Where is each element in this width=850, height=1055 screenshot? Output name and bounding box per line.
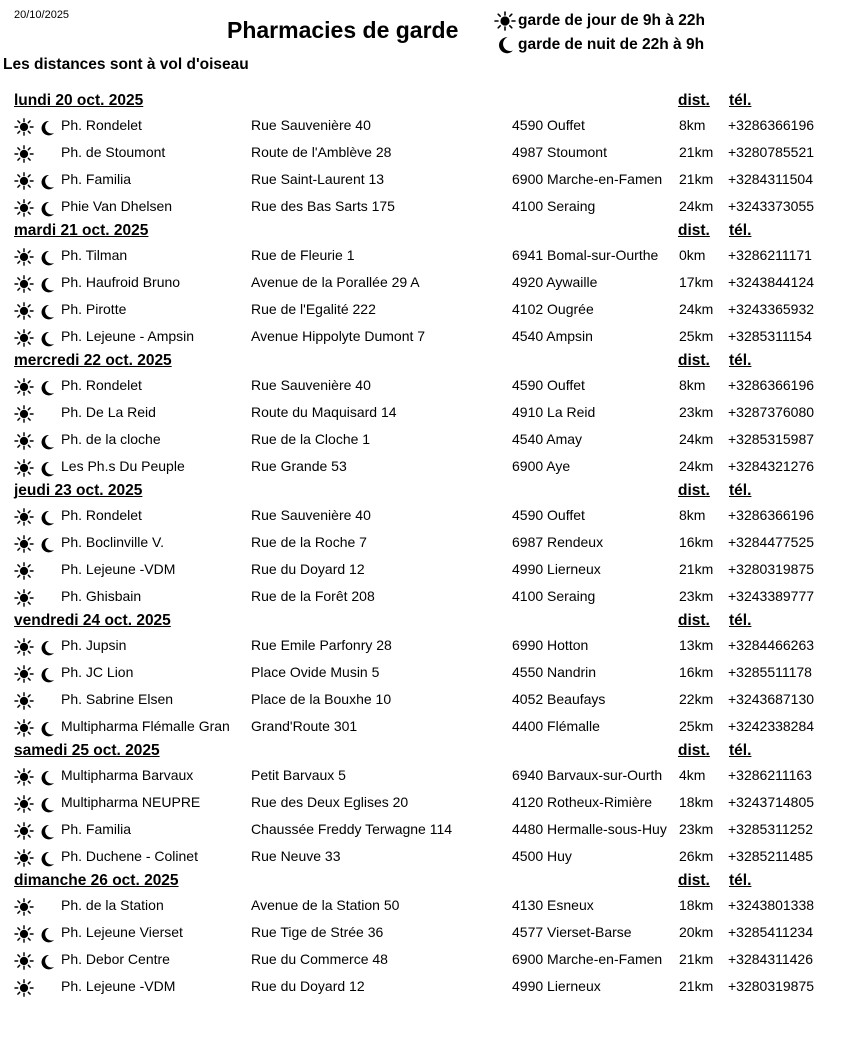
legend <box>494 9 705 57</box>
pharmacy-row <box>0 632 850 659</box>
column-header-dist: dist. <box>678 92 710 109</box>
pharmacy-distance: 24km <box>679 198 714 215</box>
pharmacy-row <box>0 296 850 323</box>
pharmacy-address: Petit Barvaux 5 <box>251 767 346 784</box>
pharmacy-phone: +3286211171 <box>728 247 812 264</box>
day-section <box>0 480 850 610</box>
day-section <box>0 870 850 1000</box>
sun-icon <box>14 378 34 396</box>
pharmacy-city: 4540 Ampsin <box>512 328 593 345</box>
pharmacy-city: 4990 Lierneux <box>512 561 601 578</box>
moon-icon <box>37 639 55 657</box>
pharmacy-row <box>0 583 850 610</box>
moon-icon <box>37 303 55 321</box>
pharmacy-phone: +3243365932 <box>728 301 815 318</box>
sun-icon <box>14 589 34 607</box>
pharmacy-name: Phie Van Dhelsen <box>61 198 173 215</box>
column-header-dist: dist. <box>678 221 710 239</box>
pharmacy-phone: +3243801338 <box>728 897 815 914</box>
pharmacy-row <box>0 453 850 480</box>
pharmacy-address: Rue Sauvenière 40 <box>251 507 371 524</box>
sun-icon <box>14 665 34 683</box>
pharmacy-phone: +3285311252 <box>728 820 813 837</box>
pharmacy-schedule <box>0 90 850 1000</box>
pharmacy-address: Rue Sauvenière 40 <box>251 117 371 134</box>
sun-icon <box>14 508 34 526</box>
pharmacy-phone: +3280319875 <box>728 561 815 578</box>
column-header-tel: tél. <box>729 481 752 499</box>
pharmacy-phone: +3286366196 <box>728 117 815 134</box>
column-header-dist: dist. <box>678 351 710 369</box>
column-header-dist: dist. <box>678 741 710 759</box>
pharmacy-name: Ph. Boclinville V. <box>61 534 164 551</box>
pharmacy-distance: 8km <box>679 377 706 394</box>
moon-icon <box>37 850 55 868</box>
pharmacy-city: 6900 Marche-en-Famen <box>512 171 663 188</box>
pharmacy-phone: +3242338284 <box>728 717 815 734</box>
pharmacy-row <box>0 399 850 426</box>
pharmacy-name: Ph. Familia <box>61 171 132 188</box>
pharmacy-name: Ph. Rondelet <box>61 377 142 394</box>
pharmacy-city: 4480 Hermalle-sous-Huy <box>512 820 667 837</box>
pharmacy-address: Grand'Route 301 <box>251 717 358 734</box>
pharmacy-name: Multipharma Barvaux <box>61 767 194 784</box>
pharmacy-city: 4400 Flémalle <box>512 717 600 734</box>
pharmacy-phone: +3286366196 <box>728 507 815 524</box>
day-title: lundi 20 oct. 2025 <box>14 92 144 109</box>
pharmacy-distance: 21km <box>679 950 714 967</box>
moon-icon <box>37 460 55 478</box>
pharmacy-phone: +3285411234 <box>728 924 813 940</box>
column-header-tel: tél. <box>729 351 752 369</box>
day-section <box>0 220 850 350</box>
sun-icon <box>14 925 34 943</box>
pharmacy-row <box>0 269 850 296</box>
pharmacy-name: Ph. Tilman <box>61 247 128 264</box>
pharmacy-distance: 24km <box>679 457 714 474</box>
day-section <box>0 610 850 740</box>
pharmacy-phone: +3285211485 <box>728 847 813 864</box>
day-header <box>0 480 850 502</box>
pharmacy-name: Ph. De La Reid <box>61 404 156 421</box>
moon-icon <box>37 276 55 294</box>
pharmacy-row <box>0 166 850 193</box>
pharmacy-address: Rue de l'Egalité 222 <box>251 301 376 318</box>
pharmacy-row <box>0 426 850 453</box>
column-header-dist: dist. <box>678 481 710 499</box>
pharmacy-phone: +3243844124 <box>728 274 815 291</box>
pharmacy-row <box>0 323 850 350</box>
column-header-tel: tél. <box>729 611 752 629</box>
legend-night-label: garde de nuit de 22h à 9h <box>518 36 705 53</box>
moon-icon <box>37 796 55 814</box>
pharmacy-address: Rue du Doyard 12 <box>251 561 365 578</box>
pharmacy-distance: 21km <box>679 171 714 188</box>
day-header <box>0 220 850 242</box>
day-header <box>0 870 850 892</box>
pharmacy-row <box>0 892 850 919</box>
pharmacy-city: 4120 Rotheux-Rimière <box>512 794 653 811</box>
sun-icon <box>14 405 34 423</box>
pharmacy-city: 4590 Ouffet <box>512 117 585 134</box>
pharmacy-distance: 24km <box>679 301 714 318</box>
pharmacy-address: Rue Grande 53 <box>251 457 347 474</box>
pharmacy-name: Ph. Duchene - Colinet <box>61 847 198 864</box>
pharmacy-distance: 25km <box>679 717 714 734</box>
moon-icon <box>37 330 55 348</box>
moon-icon <box>37 720 55 738</box>
pharmacy-city: 4987 Stoumont <box>512 144 607 161</box>
pharmacy-distance: 0km <box>679 247 706 264</box>
pharmacy-city: 4990 Lierneux <box>512 977 601 994</box>
pharmacy-city: 4130 Esneux <box>512 897 594 914</box>
sun-icon <box>14 199 34 217</box>
pharmacy-distance: 23km <box>679 587 714 604</box>
pharmacy-distance: 8km <box>679 507 706 524</box>
sun-icon <box>14 719 34 737</box>
pharmacy-name: Ph. Ghisbain <box>61 587 142 604</box>
pharmacy-address: Rue Tige de Strée 36 <box>251 924 384 940</box>
sun-icon <box>14 302 34 320</box>
pharmacy-address: Rue Neuve 33 <box>251 847 341 864</box>
pharmacy-distance: 18km <box>679 794 714 811</box>
pharmacy-distance: 24km <box>679 431 714 448</box>
sun-icon <box>14 979 34 997</box>
pharmacy-city: 6990 Hotton <box>512 637 589 654</box>
pharmacy-city: 4910 La Reid <box>512 404 596 421</box>
pharmacy-distance: 21km <box>679 977 714 994</box>
moon-icon <box>37 536 55 554</box>
moon-icon <box>37 119 55 137</box>
pharmacy-city: 4500 Huy <box>512 847 572 864</box>
pharmacy-name: Ph. Lejeune - Ampsin <box>61 328 195 345</box>
pharmacy-name: Ph. Sabrine Elsen <box>61 690 174 707</box>
sun-icon <box>14 952 34 970</box>
pharmacy-row <box>0 686 850 713</box>
pharmacy-city: 4100 Seraing <box>512 587 596 604</box>
sun-icon <box>14 822 34 840</box>
day-header <box>0 90 850 112</box>
pharmacy-row <box>0 502 850 529</box>
column-header-tel: tél. <box>729 871 752 889</box>
day-section <box>0 740 850 870</box>
pharmacy-phone: +3285511178 <box>728 664 812 681</box>
pharmacy-address: Avenue de la Station 50 <box>251 897 400 914</box>
pharmacy-address: Rue Sauvenière 40 <box>251 377 371 394</box>
pharmacy-distance: 20km <box>679 924 714 940</box>
pharmacy-distance: 17km <box>679 274 714 291</box>
pharmacy-distance: 16km <box>679 664 714 681</box>
day-section <box>0 350 850 480</box>
pharmacy-address: Rue Saint-Laurent 13 <box>251 171 385 188</box>
pharmacy-phone: +3284477525 <box>728 534 815 551</box>
sun-icon <box>14 795 34 813</box>
sun-icon <box>14 768 34 786</box>
pharmacy-name: Ph. de la Station <box>61 897 164 914</box>
sun-icon <box>14 172 34 190</box>
pharmacy-name: Ph. Rondelet <box>61 507 142 524</box>
sun-icon <box>14 432 34 450</box>
pharmacy-phone: +3285315987 <box>728 431 815 448</box>
pharmacy-name: Ph. JC Lion <box>61 664 134 681</box>
moon-icon <box>37 953 55 971</box>
pharmacy-row <box>0 946 850 973</box>
pharmacy-city: 4590 Ouffet <box>512 377 585 394</box>
pharmacy-row <box>0 529 850 556</box>
pharmacy-name: Ph. Jupsin <box>61 637 127 654</box>
pharmacy-address: Rue du Commerce 48 <box>251 950 388 967</box>
pharmacy-city: 4577 Vierset-Barse <box>512 924 632 940</box>
pharmacy-city: 6900 Marche-en-Famen <box>512 950 663 967</box>
column-header-dist: dist. <box>678 611 710 629</box>
legend-day-label: garde de jour de 9h à 22h <box>518 12 705 29</box>
moon-icon <box>37 433 55 451</box>
pharmacy-row <box>0 919 850 946</box>
pharmacy-name: Ph. de Stoumont <box>61 144 166 161</box>
sun-icon <box>14 638 34 656</box>
pharmacy-distance: 21km <box>679 144 714 161</box>
day-header <box>0 610 850 632</box>
pharmacy-phone: +3286366196 <box>728 377 815 394</box>
day-header <box>0 740 850 762</box>
pharmacy-row <box>0 789 850 816</box>
pharmacy-row <box>0 372 850 399</box>
pharmacy-name: Ph. Debor Centre <box>61 950 170 967</box>
pharmacy-address: Rue des Deux Eglises 20 <box>251 794 409 811</box>
pharmacy-distance: 23km <box>679 820 714 837</box>
pharmacy-address: Route de l'Amblève 28 <box>251 144 392 161</box>
pharmacy-name: Les Ph.s Du Peuple <box>61 457 185 474</box>
pharmacy-row <box>0 762 850 789</box>
sun-icon <box>14 145 34 163</box>
pharmacy-phone: +3280785521 <box>728 144 815 161</box>
pharmacy-address: Place Ovide Musin 5 <box>251 664 380 681</box>
sun-icon <box>14 562 34 580</box>
legend-day <box>494 9 705 33</box>
sun-icon <box>14 459 34 477</box>
page-title: Pharmacies de garde <box>227 17 459 43</box>
pharmacy-city: 4920 Aywaille <box>512 274 598 291</box>
pharmacy-address: Chaussée Freddy Terwagne 114 <box>251 820 453 837</box>
day-title: mercredi 22 oct. 2025 <box>14 351 172 369</box>
sun-icon <box>14 849 34 867</box>
pharmacy-name: Ph. Lejeune Vierset <box>61 924 183 940</box>
sun-icon <box>14 118 34 136</box>
moon-icon <box>494 35 518 55</box>
pharmacy-address: Rue de Fleurie 1 <box>251 247 355 264</box>
pharmacy-row <box>0 242 850 269</box>
pharmacy-distance: 18km <box>679 897 714 914</box>
pharmacy-city: 4100 Seraing <box>512 198 596 215</box>
sun-icon <box>14 535 34 553</box>
pharmacy-distance: 16km <box>679 534 714 551</box>
pharmacy-phone: +3285311154 <box>728 328 812 345</box>
pharmacy-address: Avenue de la Porallée 29 A <box>251 274 420 291</box>
pharmacy-name: Ph. Pirotte <box>61 301 127 318</box>
pharmacy-address: Avenue Hippolyte Dumont 7 <box>251 328 426 345</box>
sun-icon <box>494 11 518 31</box>
moon-icon <box>37 666 55 684</box>
day-title: jeudi 23 oct. 2025 <box>14 481 143 499</box>
pharmacy-city: 4590 Ouffet <box>512 507 585 524</box>
pharmacy-phone: +3287376080 <box>728 404 815 421</box>
pharmacy-row <box>0 713 850 740</box>
pharmacy-row <box>0 843 850 870</box>
pharmacy-name: Ph. Lejeune -VDM <box>61 561 176 578</box>
pharmacy-row <box>0 139 850 166</box>
pharmacy-city: 4052 Beaufays <box>512 690 606 707</box>
pharmacy-phone: +3243373055 <box>728 198 815 215</box>
pharmacy-row <box>0 193 850 220</box>
pharmacy-city: 6900 Aye <box>512 457 571 474</box>
column-header-tel: tél. <box>729 741 752 759</box>
sun-icon <box>14 692 34 710</box>
moon-icon <box>37 823 55 841</box>
pharmacy-name: Ph. Familia <box>61 820 132 837</box>
pharmacy-address: Rue de la Roche 7 <box>251 534 367 551</box>
pharmacy-phone: +3286211163 <box>728 767 812 784</box>
pharmacy-city: 4550 Nandrin <box>512 664 597 681</box>
moon-icon <box>37 249 55 267</box>
pharmacy-city: 4540 Amay <box>512 431 583 448</box>
day-title: dimanche 26 oct. 2025 <box>14 871 179 889</box>
pharmacy-phone: +3284466263 <box>728 637 815 654</box>
column-header-tel: tél. <box>729 221 752 239</box>
sun-icon <box>14 275 34 293</box>
column-header-dist: dist. <box>678 871 710 889</box>
pharmacy-name: Ph. de la cloche <box>61 431 161 448</box>
pharmacy-distance: 22km <box>679 690 714 707</box>
pharmacy-address: Rue du Doyard 12 <box>251 977 365 994</box>
moon-icon <box>37 173 55 191</box>
pharmacy-city: 6941 Bomal-sur-Ourthe <box>512 247 659 264</box>
pharmacy-name: Ph. Rondelet <box>61 117 142 134</box>
print-date: 20/10/2025 <box>14 9 70 21</box>
pharmacy-phone: +3243389777 <box>728 587 815 604</box>
day-section <box>0 90 850 220</box>
moon-icon <box>37 509 55 527</box>
pharmacy-distance: 21km <box>679 561 714 578</box>
day-header <box>0 350 850 372</box>
distance-note: Les distances sont à vol d'oiseau <box>3 56 249 73</box>
pharmacy-row <box>0 556 850 583</box>
pharmacy-distance: 25km <box>679 328 714 345</box>
pharmacy-distance: 4km <box>679 767 706 784</box>
pharmacy-phone: +3284311504 <box>728 171 813 188</box>
moon-icon <box>37 926 55 944</box>
pharmacy-address: Route du Maquisard 14 <box>251 404 397 421</box>
day-title: vendredi 24 oct. 2025 <box>14 611 171 629</box>
pharmacy-address: Rue de la Forêt 208 <box>251 587 375 604</box>
legend-night <box>494 33 705 57</box>
day-title: mardi 21 oct. 2025 <box>14 221 149 239</box>
pharmacy-name: Ph. Lejeune -VDM <box>61 977 176 994</box>
sun-icon <box>14 898 34 916</box>
pharmacy-phone: +3284321276 <box>728 457 815 474</box>
pharmacy-distance: 8km <box>679 117 706 134</box>
pharmacy-distance: 23km <box>679 404 714 421</box>
sun-icon <box>14 329 34 347</box>
moon-icon <box>37 769 55 787</box>
pharmacy-city: 6940 Barvaux-sur-Ourth <box>512 767 663 784</box>
column-header-tel: tél. <box>729 92 752 109</box>
pharmacy-name: Multipharma Flémalle Gran <box>61 717 230 734</box>
pharmacy-name: Multipharma NEUPRE <box>61 794 201 811</box>
moon-icon <box>37 379 55 397</box>
pharmacy-phone: +3284311426 <box>728 950 813 967</box>
pharmacy-address: Rue des Bas Sarts 175 <box>251 198 395 215</box>
pharmacy-distance: 26km <box>679 847 714 864</box>
pharmacy-phone: +3243687130 <box>728 690 815 707</box>
pharmacy-address: Rue de la Cloche 1 <box>251 431 371 448</box>
pharmacy-address: Rue Emile Parfonry 28 <box>251 637 392 654</box>
pharmacy-phone: +3280319875 <box>728 977 815 994</box>
moon-icon <box>37 200 55 218</box>
pharmacy-city: 4102 Ougrée <box>512 301 594 318</box>
pharmacy-row <box>0 973 850 1000</box>
pharmacy-row <box>0 112 850 139</box>
pharmacy-name: Ph. Haufroid Bruno <box>61 274 181 291</box>
sun-icon <box>14 248 34 266</box>
pharmacy-row <box>0 816 850 843</box>
pharmacy-row <box>0 659 850 686</box>
day-title: samedi 25 oct. 2025 <box>14 741 160 759</box>
pharmacy-phone: +3243714805 <box>728 794 815 811</box>
pharmacy-city: 6987 Rendeux <box>512 534 604 551</box>
pharmacy-distance: 13km <box>679 637 714 654</box>
pharmacy-address: Place de la Bouxhe 10 <box>251 690 392 707</box>
